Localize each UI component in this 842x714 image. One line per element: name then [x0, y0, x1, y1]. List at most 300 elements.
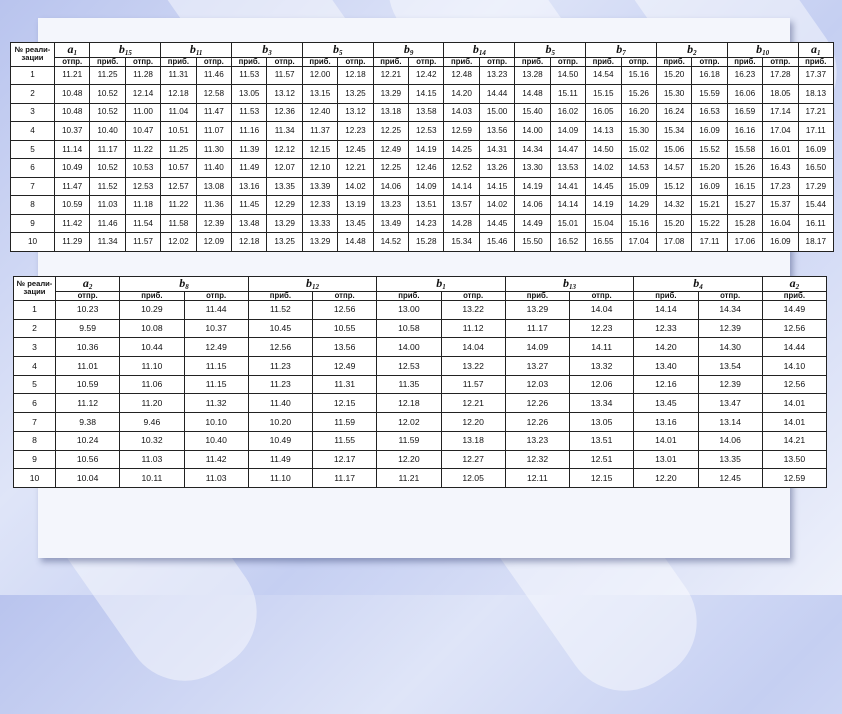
time-cell: 11.15 — [184, 356, 248, 375]
time-cell: 11.21 — [55, 66, 90, 85]
stop-variable: a — [811, 42, 818, 56]
time-cell: 12.56 — [762, 375, 826, 394]
time-cell: 11.12 — [56, 394, 120, 413]
time-cell: 11.39 — [232, 140, 267, 159]
column-subheader: приб. — [248, 292, 312, 301]
time-cell: 14.15 — [479, 177, 514, 196]
time-cell: 15.26 — [621, 85, 656, 104]
time-cell: 15.58 — [727, 140, 762, 159]
stop-index: 14 — [478, 49, 486, 57]
stop-variable: a — [67, 42, 74, 56]
column-subheader: отпр. — [313, 292, 377, 301]
time-cell: 11.32 — [184, 394, 248, 413]
time-cell: 13.34 — [570, 394, 634, 413]
time-cell: 10.48 — [55, 85, 90, 104]
time-cell: 18.17 — [798, 233, 833, 252]
time-cell: 13.19 — [338, 196, 373, 215]
time-cell: 13.50 — [762, 450, 826, 469]
time-cell: 10.08 — [120, 319, 184, 338]
time-cell: 13.23 — [479, 66, 514, 85]
time-cell: 13.05 — [570, 413, 634, 432]
time-cell: 11.15 — [184, 375, 248, 394]
time-cell: 17.04 — [621, 233, 656, 252]
time-cell: 13.51 — [570, 431, 634, 450]
stop-header — [444, 43, 515, 58]
time-cell: 13.16 — [634, 413, 698, 432]
time-cell: 15.09 — [621, 177, 656, 196]
stop-variable: b — [756, 42, 763, 56]
time-cell: 15.40 — [515, 103, 550, 122]
time-cell: 11.57 — [441, 375, 505, 394]
time-cell: 13.00 — [377, 300, 441, 319]
time-cell: 14.19 — [409, 140, 444, 159]
row-number: 4 — [14, 356, 56, 375]
time-cell: 12.00 — [302, 66, 337, 85]
time-cell: 12.49 — [373, 140, 408, 159]
time-cell: 12.02 — [161, 233, 196, 252]
time-cell: 17.11 — [798, 122, 833, 141]
time-cell: 17.08 — [656, 233, 691, 252]
column-subheader: отпр. — [409, 58, 444, 67]
time-cell: 12.49 — [313, 356, 377, 375]
time-cell: 12.18 — [161, 85, 196, 104]
table-row — [14, 469, 827, 488]
time-cell: 14.34 — [698, 300, 762, 319]
row-number: 5 — [14, 375, 56, 394]
time-cell: 11.03 — [120, 450, 184, 469]
time-cell: 15.02 — [621, 140, 656, 159]
table-row — [14, 450, 827, 469]
stop-variable: b — [563, 276, 569, 290]
column-subheader: приб. — [302, 58, 337, 67]
table-row — [11, 103, 834, 122]
time-cell: 17.04 — [763, 122, 798, 141]
time-cell: 12.49 — [184, 338, 248, 357]
time-cell: 13.40 — [634, 356, 698, 375]
time-cell: 12.18 — [338, 66, 373, 85]
time-cell: 14.44 — [762, 338, 826, 357]
table-row — [14, 300, 827, 319]
time-cell: 14.02 — [338, 177, 373, 196]
stop-variable: b — [436, 276, 443, 290]
time-cell: 13.47 — [698, 394, 762, 413]
time-cell: 12.39 — [196, 214, 231, 233]
time-cell: 15.44 — [798, 196, 833, 215]
time-cell: 11.31 — [161, 66, 196, 85]
time-cell: 10.20 — [248, 413, 312, 432]
row-number: 3 — [11, 103, 55, 122]
time-cell: 12.23 — [570, 319, 634, 338]
time-cell: 10.55 — [313, 319, 377, 338]
time-cell: 10.56 — [56, 450, 120, 469]
time-cell: 14.04 — [570, 300, 634, 319]
time-cell: 11.40 — [196, 159, 231, 178]
time-cell: 12.56 — [762, 319, 826, 338]
time-cell: 14.32 — [656, 196, 691, 215]
time-cell: 14.47 — [550, 140, 585, 159]
time-cell: 14.11 — [570, 338, 634, 357]
time-cell: 11.00 — [125, 103, 160, 122]
time-cell: 11.12 — [441, 319, 505, 338]
time-cell: 14.01 — [762, 394, 826, 413]
time-cell: 14.44 — [479, 85, 514, 104]
time-cell: 10.29 — [120, 300, 184, 319]
time-cell: 15.20 — [692, 159, 727, 178]
time-cell: 14.34 — [515, 140, 550, 159]
time-cell: 12.39 — [698, 319, 762, 338]
time-cell: 10.48 — [55, 103, 90, 122]
time-cell: 14.06 — [698, 431, 762, 450]
row-number: 5 — [11, 140, 55, 159]
time-cell: 17.21 — [798, 103, 833, 122]
time-cell: 12.09 — [196, 233, 231, 252]
time-cell: 10.59 — [56, 375, 120, 394]
time-cell: 14.30 — [698, 338, 762, 357]
time-cell: 16.52 — [550, 233, 585, 252]
time-cell: 14.09 — [550, 122, 585, 141]
column-subheader: отпр. — [56, 292, 120, 301]
time-cell: 15.16 — [621, 214, 656, 233]
time-cell: 14.50 — [550, 66, 585, 85]
time-cell: 14.19 — [586, 196, 621, 215]
time-cell: 14.23 — [409, 214, 444, 233]
stop-header — [373, 43, 444, 58]
stop-header — [120, 277, 249, 292]
time-cell: 13.16 — [232, 177, 267, 196]
time-cell: 13.35 — [267, 177, 302, 196]
time-cell: 10.52 — [90, 103, 125, 122]
time-cell: 16.15 — [727, 177, 762, 196]
time-cell: 13.33 — [302, 214, 337, 233]
time-cell: 13.08 — [196, 177, 231, 196]
time-cell: 15.20 — [656, 214, 691, 233]
time-cell: 13.29 — [373, 85, 408, 104]
time-cell: 12.46 — [409, 159, 444, 178]
stop-variable: b — [118, 42, 125, 56]
stop-header — [586, 43, 657, 58]
time-cell: 17.14 — [763, 103, 798, 122]
time-cell: 10.11 — [120, 469, 184, 488]
row-number: 1 — [11, 66, 55, 85]
table-row — [11, 233, 834, 252]
time-cell: 11.47 — [55, 177, 90, 196]
time-cell: 12.53 — [377, 356, 441, 375]
time-cell: 14.31 — [479, 140, 514, 159]
time-cell: 12.20 — [634, 469, 698, 488]
column-subheader: приб. — [586, 58, 621, 67]
table-row — [11, 214, 834, 233]
stop-header — [656, 43, 727, 58]
time-cell: 14.48 — [515, 85, 550, 104]
time-cell: 13.57 — [444, 196, 479, 215]
time-cell: 16.53 — [692, 103, 727, 122]
time-cell: 10.47 — [125, 122, 160, 141]
time-cell: 13.22 — [441, 356, 505, 375]
time-cell: 10.44 — [120, 338, 184, 357]
column-subheader: приб. — [444, 58, 479, 67]
stop-index: 4 — [699, 283, 703, 291]
stop-header — [56, 277, 120, 292]
time-cell: 14.45 — [586, 177, 621, 196]
time-cell: 10.40 — [90, 122, 125, 141]
time-cell: 11.04 — [161, 103, 196, 122]
time-cell: 12.33 — [634, 319, 698, 338]
time-cell: 14.50 — [586, 140, 621, 159]
time-cell: 12.27 — [441, 450, 505, 469]
time-cell: 15.01 — [550, 214, 585, 233]
time-cell: 11.49 — [232, 159, 267, 178]
column-subheader: отпр. — [479, 58, 514, 67]
time-cell: 12.18 — [232, 233, 267, 252]
time-cell: 15.34 — [656, 122, 691, 141]
column-subheader: приб. — [90, 58, 125, 67]
time-cell: 11.22 — [125, 140, 160, 159]
time-cell: 11.23 — [248, 375, 312, 394]
column-subheader: отпр. — [698, 292, 762, 301]
row-number: 2 — [14, 319, 56, 338]
column-subheader: отпр. — [570, 292, 634, 301]
time-cell: 14.25 — [444, 140, 479, 159]
stop-index: 11 — [195, 49, 203, 57]
time-cell: 10.45 — [248, 319, 312, 338]
time-cell: 14.28 — [444, 214, 479, 233]
time-cell: 13.29 — [302, 233, 337, 252]
column-subheader: отпр. — [338, 58, 373, 67]
time-cell: 12.12 — [267, 140, 302, 159]
row-number: 8 — [14, 431, 56, 450]
time-cell: 17.11 — [692, 233, 727, 252]
time-cell: 13.12 — [338, 103, 373, 122]
time-cell: 12.10 — [302, 159, 337, 178]
time-cell: 11.35 — [377, 375, 441, 394]
time-cell: 15.34 — [444, 233, 479, 252]
time-cell: 15.16 — [621, 66, 656, 85]
time-cell: 11.45 — [232, 196, 267, 215]
time-cell: 12.21 — [441, 394, 505, 413]
stop-variable: b — [306, 276, 312, 290]
time-cell: 12.59 — [762, 469, 826, 488]
time-cell: 15.26 — [727, 159, 762, 178]
time-cell: 12.45 — [698, 469, 762, 488]
stop-header — [90, 43, 161, 58]
time-cell: 11.25 — [90, 66, 125, 85]
time-cell: 14.00 — [515, 122, 550, 141]
time-cell: 11.34 — [90, 233, 125, 252]
time-cell: 12.59 — [444, 122, 479, 141]
stop-variable: b — [333, 42, 339, 56]
time-cell: 16.43 — [763, 159, 798, 178]
time-cell: 11.21 — [377, 469, 441, 488]
stop-variable: b — [616, 42, 623, 56]
time-cell: 10.37 — [55, 122, 90, 141]
table-row — [11, 177, 834, 196]
stop-index: 13 — [569, 283, 576, 291]
time-cell: 12.51 — [570, 450, 634, 469]
time-cell: 14.06 — [515, 196, 550, 215]
time-cell: 11.17 — [505, 319, 569, 338]
time-cell: 12.25 — [373, 122, 408, 141]
time-cell: 12.39 — [698, 375, 762, 394]
stop-variable: b — [262, 42, 269, 56]
time-cell: 10.53 — [125, 159, 160, 178]
schedule-table-bottom — [13, 276, 827, 488]
time-cell: 12.11 — [505, 469, 569, 488]
stop-index: 1 — [817, 49, 821, 57]
time-cell: 15.52 — [692, 140, 727, 159]
time-cell: 10.59 — [55, 196, 90, 215]
stop-index: 2 — [88, 283, 93, 291]
column-subheader: приб. — [656, 58, 691, 67]
time-cell: 13.12 — [267, 85, 302, 104]
time-cell: 15.00 — [479, 103, 514, 122]
time-cell: 14.14 — [634, 300, 698, 319]
time-cell: 10.57 — [161, 159, 196, 178]
stop-index: 12 — [312, 283, 319, 291]
stop-index: 5 — [339, 49, 343, 57]
time-cell: 13.56 — [479, 122, 514, 141]
time-cell: 10.58 — [377, 319, 441, 338]
time-cell: 13.22 — [441, 300, 505, 319]
time-cell: 18.13 — [798, 85, 833, 104]
time-cell: 11.40 — [248, 394, 312, 413]
column-subheader: приб. — [727, 58, 762, 67]
time-cell: 13.49 — [373, 214, 408, 233]
time-cell: 11.22 — [161, 196, 196, 215]
stop-header — [515, 43, 586, 58]
time-cell: 16.02 — [550, 103, 585, 122]
time-cell: 11.18 — [125, 196, 160, 215]
table-row — [14, 431, 827, 450]
time-cell: 14.03 — [444, 103, 479, 122]
table-row — [11, 140, 834, 159]
time-cell: 12.58 — [196, 85, 231, 104]
time-cell: 14.20 — [634, 338, 698, 357]
time-cell: 11.37 — [302, 122, 337, 141]
time-cell: 11.36 — [196, 196, 231, 215]
time-cell: 13.29 — [505, 300, 569, 319]
row-number: 2 — [11, 85, 55, 104]
time-cell: 12.14 — [125, 85, 160, 104]
time-cell: 11.49 — [248, 450, 312, 469]
time-cell: 12.32 — [505, 450, 569, 469]
column-subheader: приб. — [634, 292, 698, 301]
stop-index: 2 — [795, 283, 800, 291]
time-cell: 13.30 — [515, 159, 550, 178]
time-cell: 13.35 — [698, 450, 762, 469]
time-cell: 15.46 — [479, 233, 514, 252]
time-cell: 11.46 — [196, 66, 231, 85]
time-cell: 14.00 — [377, 338, 441, 357]
stop-variable: b — [179, 276, 186, 290]
time-cell: 15.59 — [692, 85, 727, 104]
time-cell: 12.26 — [505, 413, 569, 432]
time-cell: 14.10 — [762, 356, 826, 375]
time-cell: 12.36 — [267, 103, 302, 122]
row-number: 7 — [11, 177, 55, 196]
time-cell: 10.10 — [184, 413, 248, 432]
time-cell: 13.45 — [338, 214, 373, 233]
time-cell: 14.06 — [373, 177, 408, 196]
time-cell: 11.10 — [248, 469, 312, 488]
stop-variable: b — [693, 276, 700, 290]
time-cell: 10.04 — [56, 469, 120, 488]
timetable-1 — [10, 42, 834, 252]
time-cell: 15.12 — [656, 177, 691, 196]
time-cell: 11.59 — [313, 413, 377, 432]
time-cell: 11.06 — [120, 375, 184, 394]
time-cell: 13.54 — [698, 356, 762, 375]
table-subheader-row — [11, 58, 834, 67]
time-cell: 16.09 — [692, 177, 727, 196]
time-cell: 14.09 — [505, 338, 569, 357]
stop-index: 5 — [551, 49, 555, 57]
time-cell: 13.23 — [505, 431, 569, 450]
column-subheader: отпр. — [621, 58, 656, 67]
time-cell: 9.59 — [56, 319, 120, 338]
time-cell: 16.09 — [763, 233, 798, 252]
column-subheader: приб. — [373, 58, 408, 67]
column-subheader: приб. — [798, 58, 833, 67]
time-cell: 12.17 — [313, 450, 377, 469]
time-cell: 13.56 — [313, 338, 377, 357]
time-cell: 12.16 — [634, 375, 698, 394]
time-cell: 11.52 — [90, 177, 125, 196]
time-cell: 13.32 — [570, 356, 634, 375]
time-cell: 16.23 — [727, 66, 762, 85]
time-cell: 15.11 — [550, 85, 585, 104]
time-cell: 10.23 — [56, 300, 120, 319]
time-cell: 11.53 — [232, 103, 267, 122]
time-cell: 17.29 — [798, 177, 833, 196]
stop-header — [505, 277, 634, 292]
table-row — [14, 375, 827, 394]
time-cell: 14.01 — [634, 431, 698, 450]
table-row — [14, 338, 827, 357]
time-cell: 15.37 — [763, 196, 798, 215]
stop-variable: b — [687, 42, 694, 56]
time-cell: 10.52 — [90, 159, 125, 178]
time-cell: 17.06 — [727, 233, 762, 252]
stop-header — [232, 43, 303, 58]
time-cell: 14.49 — [762, 300, 826, 319]
time-cell: 10.40 — [184, 431, 248, 450]
time-cell: 11.23 — [248, 356, 312, 375]
time-cell: 10.52 — [90, 85, 125, 104]
time-cell: 14.52 — [373, 233, 408, 252]
time-cell: 12.15 — [313, 394, 377, 413]
time-cell: 12.45 — [338, 140, 373, 159]
row-number: 10 — [11, 233, 55, 252]
time-cell: 14.20 — [444, 85, 479, 104]
time-cell: 16.50 — [798, 159, 833, 178]
column-subheader: приб. — [762, 292, 826, 301]
time-cell: 16.09 — [798, 140, 833, 159]
time-cell: 13.15 — [302, 85, 337, 104]
time-cell: 11.01 — [56, 356, 120, 375]
time-cell: 17.28 — [763, 66, 798, 85]
table-row — [14, 356, 827, 375]
stop-header — [55, 43, 90, 58]
time-cell: 14.04 — [441, 338, 505, 357]
time-cell: 12.15 — [302, 140, 337, 159]
time-cell: 14.09 — [409, 177, 444, 196]
time-cell: 14.53 — [621, 159, 656, 178]
table-row — [14, 319, 827, 338]
time-cell: 13.26 — [479, 159, 514, 178]
schedule-table-top — [10, 42, 834, 252]
time-cell: 11.30 — [196, 140, 231, 159]
time-cell: 15.30 — [621, 122, 656, 141]
